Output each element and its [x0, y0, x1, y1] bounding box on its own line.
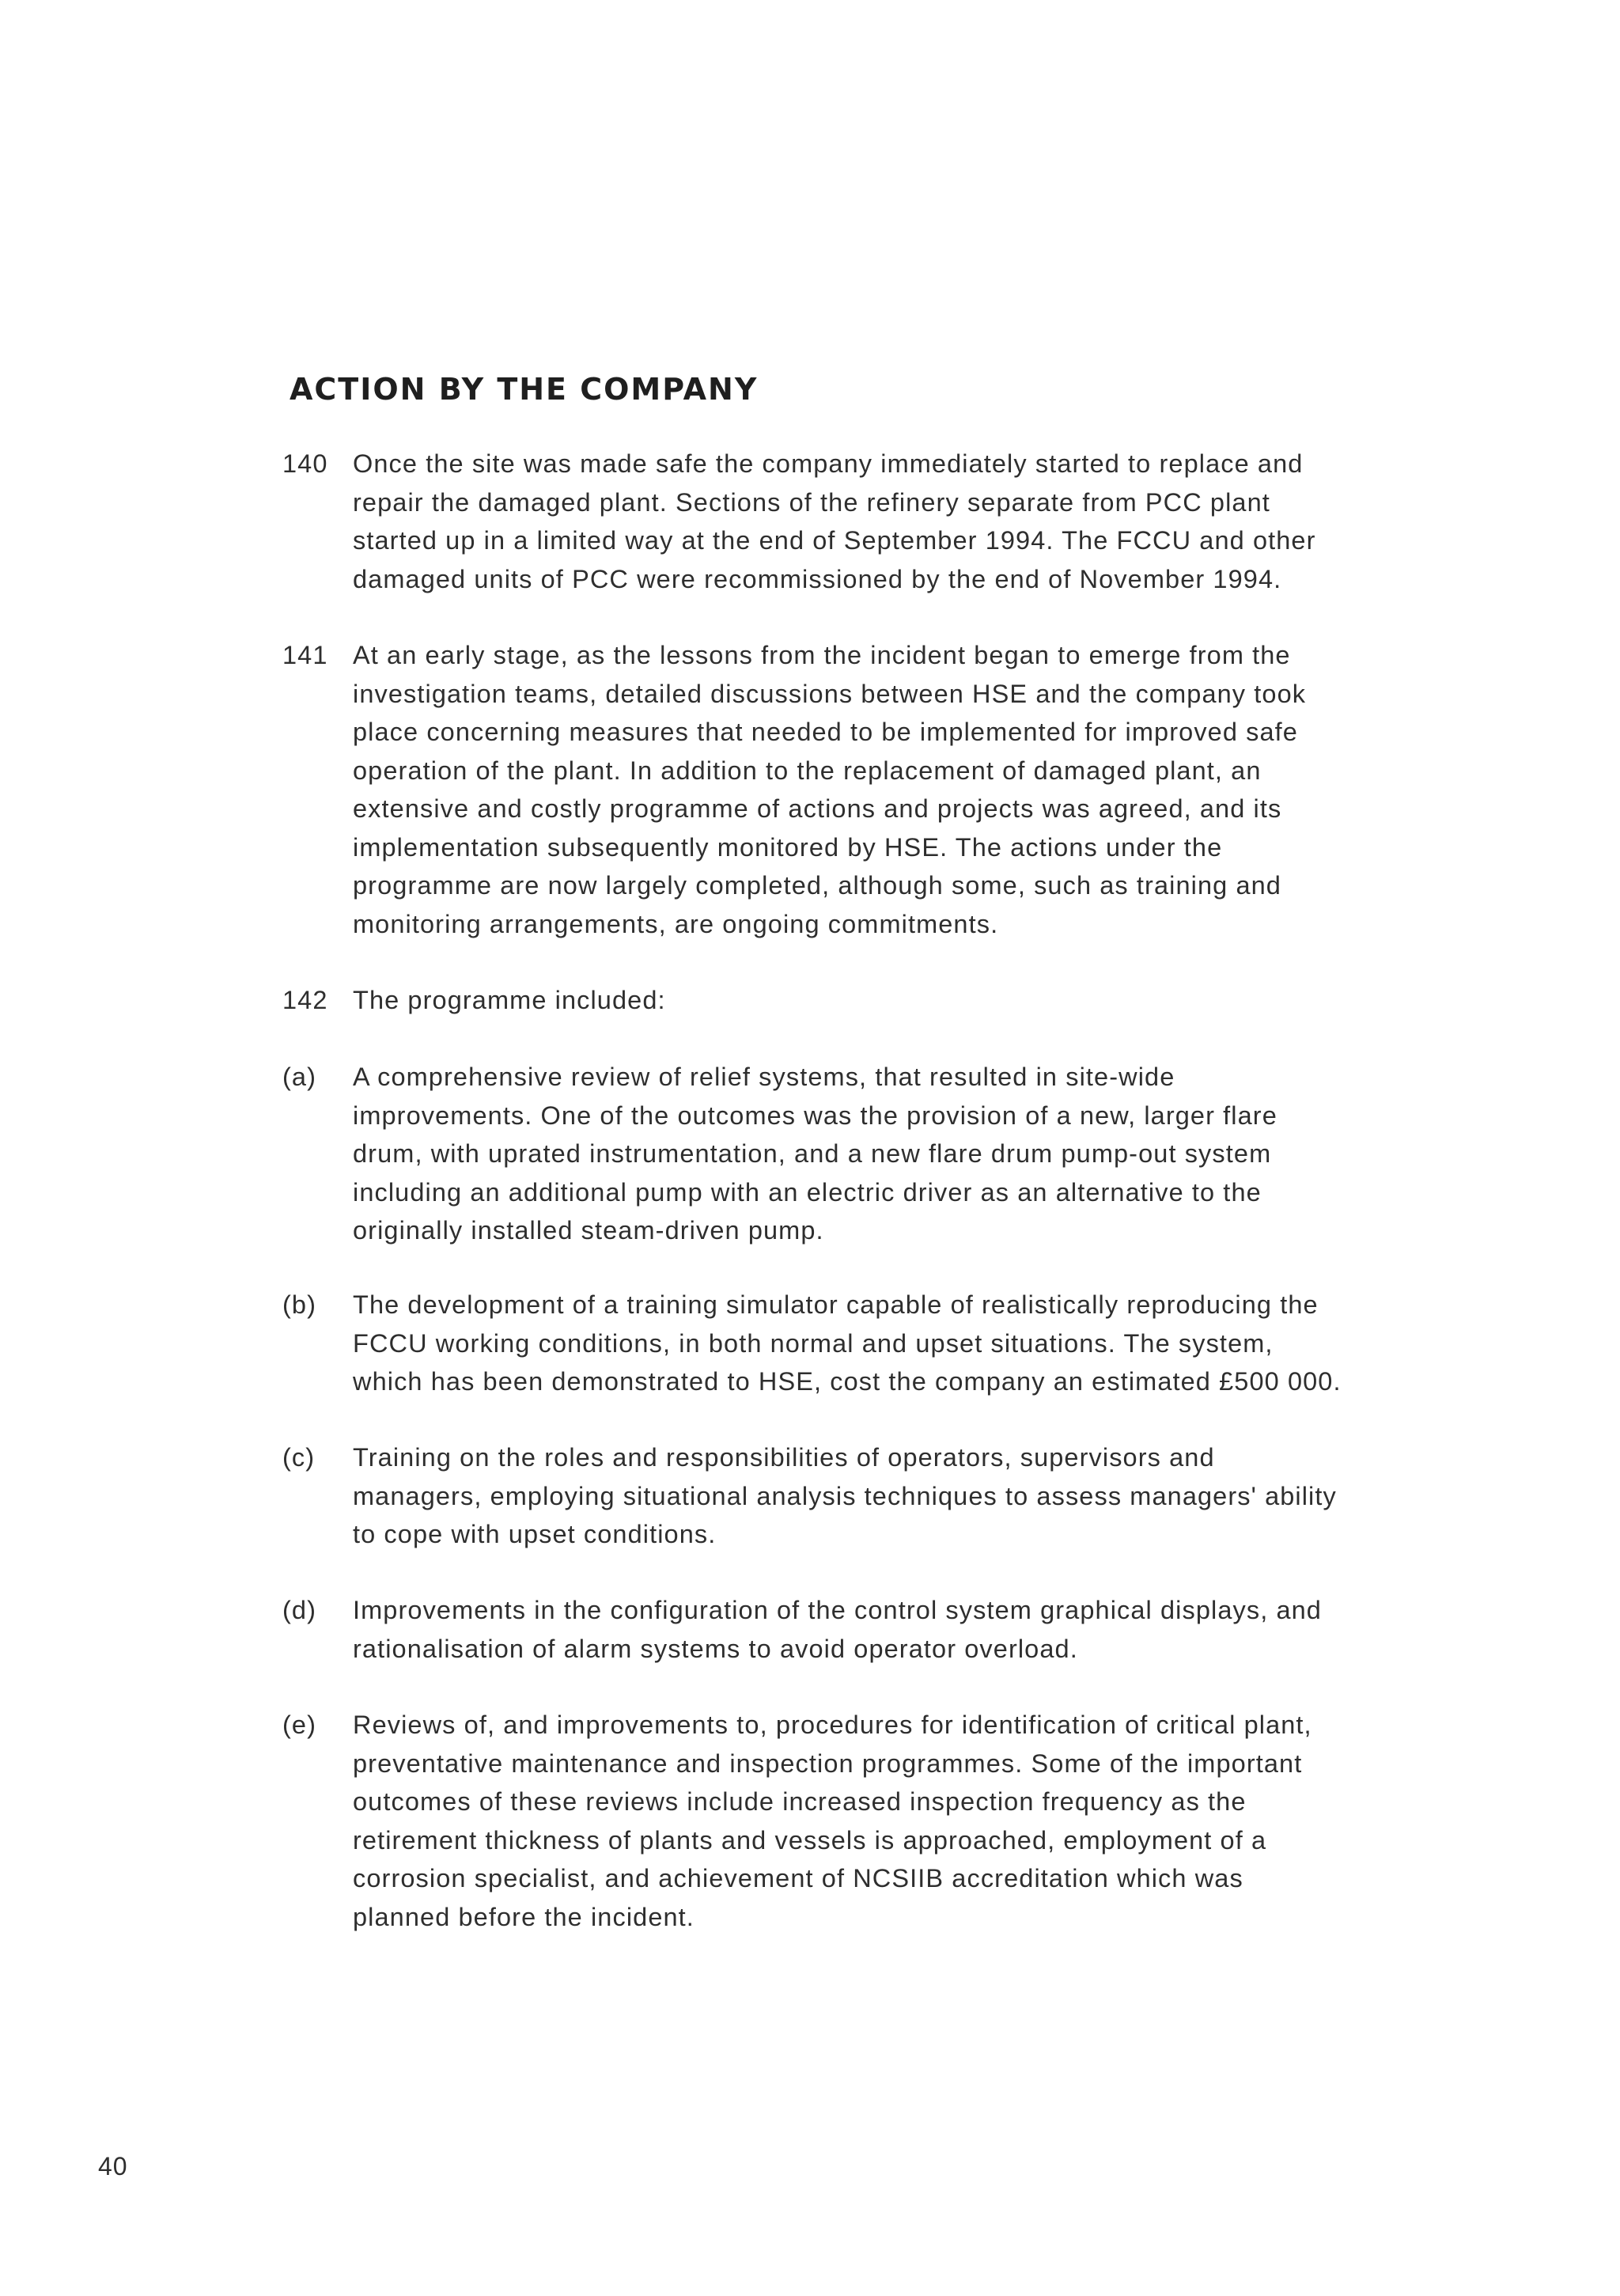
list-item-b — [282, 1286, 1469, 1401]
list-item-label: (b) — [282, 1290, 317, 1319]
paragraph-number: 142 — [282, 986, 328, 1014]
list-item-a — [282, 1058, 1469, 1250]
paragraph-number: 140 — [282, 449, 328, 478]
list-item-e — [282, 1706, 1469, 1936]
list-item-label: (e) — [282, 1711, 317, 1739]
paragraph-number: 141 — [282, 641, 328, 669]
list-item-text: A comprehensive review of relief systems, that resulted in site-wide improvements. One of the outcomes was the provision of a new, larger flare drum, with uprated instrumentation, and a new flare drum pump-out system including an additional pump with an electric driver as an alternative to the originally installed steam-driven pump. — [353, 1063, 1277, 1245]
list-item-c — [282, 1438, 1469, 1554]
section-heading: ACTION BY THE COMPANY — [290, 372, 759, 407]
page-number: 40 — [98, 2152, 128, 2180]
list-item-label: (a) — [282, 1063, 317, 1091]
list-item-text: Reviews of, and improvements to, procedures for identification of critical plant, preventative maintenance and inspection programmes. Some of the important outcomes of these reviews include increased inspection frequency as the retirement thickness of plants and vessels is approached, employment of a corrosion specialist, and achievement of NCSIIB accreditation which was planned before the incident. — [353, 1711, 1312, 1931]
paragraph-140 — [282, 445, 1469, 598]
list-item-text: The development of a training simulator capable of realistically reproducing the FCCU working conditions, in both normal and upset situations. The system, which has been demonstrated to HSE, cost the company an estimated £500 000. — [353, 1290, 1342, 1396]
paragraph-text: At an early stage, as the lessons from the incident began to emerge from the investigation teams, detailed discussions between HSE and the company took place concerning measures that needed to be implemented for improved safe operation of the plant. In addition to the replacement of damaged plant, an extensive and costly programme of actions and projects was agreed, and its implementation subsequently monitored by HSE. The actions under the programme are now largely completed, although some, such as training and monitoring arrangements, are ongoing commitments. — [353, 641, 1307, 938]
list-item-label: (d) — [282, 1596, 317, 1624]
paragraph-text: Once the site was made safe the company immediately started to replace and repair the damaged plant. Sections of the refinery separate from PCC plant started up in a limited way at the end of September 1994. The FCCU and other damaged units of PCC were recommissioned by the end of November 1994. — [353, 449, 1316, 593]
paragraph-142 — [282, 981, 1469, 1020]
list-item-text: Training on the roles and responsibilities of operators, supervisors and managers, employing situational analysis techniques to assess managers' ability to cope with upset conditions. — [353, 1443, 1337, 1548]
list-item-text: Improvements in the configuration of the control system graphical displays, and rationalisation of alarm systems to avoid operator overload. — [353, 1596, 1322, 1663]
list-item-label: (c) — [282, 1443, 316, 1472]
paragraph-text: The programme included: — [353, 986, 666, 1014]
paragraph-141 — [282, 636, 1469, 943]
list-item-d — [282, 1591, 1469, 1668]
